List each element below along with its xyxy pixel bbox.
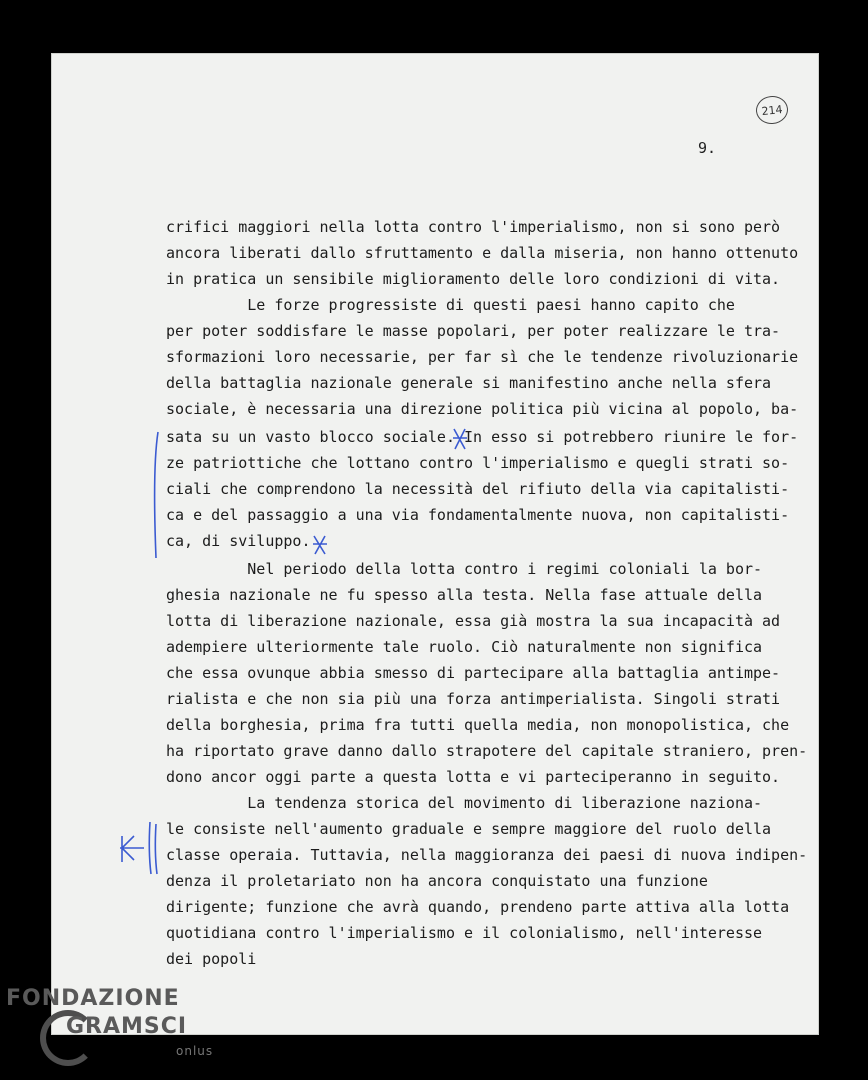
text-line: ca, di sviluppo. — [166, 532, 311, 550]
text-line: ciali che comprendono la necessità del rifiuto della via capitalisti- — [166, 480, 790, 498]
text-line: ha riportato grave danno dallo strapotere del capitale straniero, pren- — [166, 742, 808, 760]
insertion-x-mark — [450, 426, 470, 452]
text-line: quotidiana contro l'imperialismo e il colonialismo, nell'interesse — [166, 924, 763, 942]
margin-annotation-mark — [116, 818, 164, 878]
text-line: Le forze progressiste di questi paesi hanno capito che — [166, 296, 735, 314]
text-line: ancora liberati dallo sfruttamento e dalla miseria, non hanno ottenuto — [166, 244, 799, 262]
text-line: crifici maggiori nella lotta contro l'imperialismo, non si sono però — [166, 218, 781, 236]
text-line: le consiste nell'aumento graduale e sempre maggiore del ruolo della — [166, 820, 772, 838]
text-line: in pratica un sensibile miglioramento delle loro condizioni di vita. — [166, 270, 781, 288]
margin-bracket-mark — [148, 428, 162, 564]
watermark-line1: FONDAZIONE — [6, 986, 180, 1011]
text-line: ghesia nazionale ne fu spesso alla testa. Nella fase attuale della — [166, 586, 763, 604]
text-line: classe operaia. Tuttavia, nella maggioranza dei paesi di nuova indipen- — [166, 846, 808, 864]
text-line: per poter soddisfare le masse popolari, per poter realizzare le tra- — [166, 322, 781, 340]
archive-number-stamp: 214 — [755, 94, 790, 125]
text-line: ze patriottiche che lottano contro l'imperialismo e quegli strati so- — [166, 454, 790, 472]
text-line: che essa ovunque abbia smesso di partecipare alla battaglia antimpe- — [166, 664, 781, 682]
text-line: sata su un vasto blocco sociale. In esso si potrebbero riunire le for- — [166, 428, 799, 446]
text-line: rialista e che non sia più una forza antimperialista. Singoli strati — [166, 690, 781, 708]
text-line: sformazioni loro necessarie, per far sì che le tendenze rivoluzionarie — [166, 348, 799, 366]
text-line: della borghesia, prima fra tutti quella media, non monopolistica, che — [166, 716, 790, 734]
text-line: ca e del passaggio a una via fondamentalmente nuova, non capitalisti- — [166, 506, 790, 524]
watermark-line3: onlus — [176, 1044, 214, 1058]
text-line: dirigente; funzione che avrà quando, prendeno parte attiva alla lotta — [166, 898, 790, 916]
text-line: La tendenza storica del movimento di liberazione naziona- — [166, 794, 763, 812]
text-line: della battaglia nazionale generale si manifestino anche nella sfera — [166, 374, 772, 392]
text-line: adempiere ulteriormente tale ruolo. Ciò naturalmente non significa — [166, 638, 763, 656]
text-line: dei popoli — [166, 950, 257, 968]
text-line: sociale, è necessaria una direzione politica più vicina al popolo, ba- — [166, 400, 799, 418]
text-line: lotta di liberazione nazionale, essa già mostra la sua incapacità ad — [166, 612, 781, 630]
watermark-line2: GRAMSCI — [66, 1014, 188, 1039]
text-line: Nel periodo della lotta contro i regimi coloniali la bor- — [166, 560, 763, 578]
insertion-x-mark — [310, 533, 330, 557]
page-number: 9. — [698, 139, 717, 157]
foundation-watermark — [6, 986, 214, 1058]
text-line: denza il proletariato non ha ancora conquistato una funzione — [166, 872, 708, 890]
text-line: dono ancor oggi parte a questa lotta e vi parteciperanno in seguito. — [166, 768, 781, 786]
